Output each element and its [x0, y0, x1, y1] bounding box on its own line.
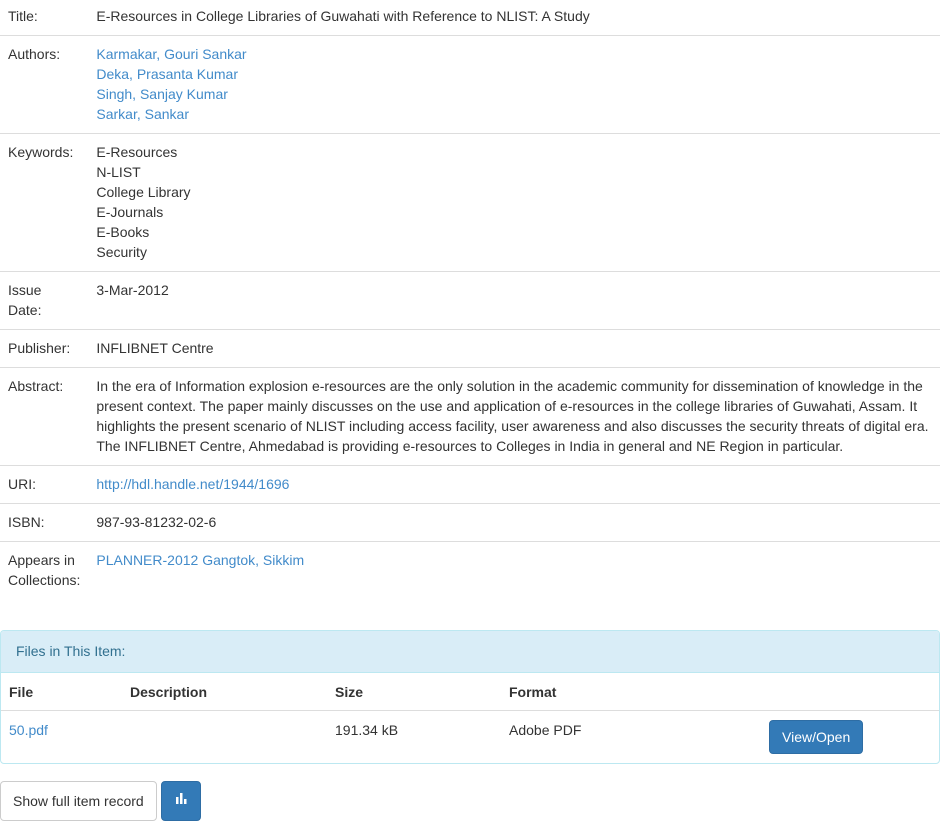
- column-header-format: Format: [501, 673, 761, 711]
- abstract-label: Abstract:: [0, 368, 88, 466]
- collection-link[interactable]: PLANNER-2012 Gangtok, Sikkim: [96, 552, 305, 568]
- column-header-action: [761, 673, 939, 711]
- author-link[interactable]: Deka, Prasanta Kumar: [96, 66, 238, 82]
- authors-label: Authors:: [0, 36, 88, 134]
- keyword: E-Books: [96, 224, 150, 240]
- statistics-button[interactable]: [161, 781, 201, 821]
- keyword: Security: [96, 244, 147, 260]
- collections-label: [0, 542, 88, 600]
- author-link[interactable]: Sarkar, Sankar: [96, 106, 189, 122]
- keyword: E-Journals: [96, 204, 164, 220]
- authors-list: [88, 36, 940, 134]
- title-label: Title:: [8, 8, 38, 24]
- bar-chart-icon: [174, 790, 188, 804]
- keyword: E-Resources: [96, 144, 178, 160]
- size-cell: 191.34 kB: [335, 722, 399, 738]
- abstract-text: In the era of Information explosion e-resources are the only solution in the academic community for dissemination of knowledge in the present context. The paper mainly discusses on the use and application of e-resources in the college libraries of Guwahati, Assam. It highlights the present scenario of NLIST including access facility, user awareness and also discusses the security threats of digital era. The INFLIBNET Centre, Ahmedabad is providing e-resources to Colleges in India in general and NE Region in particular.: [88, 368, 940, 466]
- metadata-row-publisher: [0, 330, 940, 368]
- metadata-row-issue-date: [0, 272, 940, 330]
- isbn-value: 987-93-81232-02-6: [88, 504, 940, 542]
- description-cell: [122, 711, 327, 764]
- files-table-header: [1, 673, 939, 711]
- files-panel-heading: Files in This Item:: [1, 631, 939, 673]
- keywords-list: [88, 134, 940, 272]
- issue-date-value: 3-Mar-2012: [88, 272, 940, 330]
- uri-cell: [88, 466, 940, 504]
- uri-label: URI:: [0, 466, 88, 504]
- file-link[interactable]: 50.pdf: [9, 722, 48, 738]
- column-header-size: Size: [327, 673, 501, 711]
- uri-link[interactable]: http://hdl.handle.net/1944/1696: [96, 476, 290, 492]
- metadata-row-keywords: [0, 134, 940, 272]
- publisher-value: INFLIBNET Centre: [88, 330, 940, 368]
- format-cell: Adobe PDF: [509, 722, 582, 738]
- title-value: E-Resources in College Libraries of Guwahati with Reference to NLIST: A Study: [96, 8, 590, 24]
- metadata-row-collections: [0, 542, 940, 600]
- files-table: [1, 673, 939, 763]
- publisher-label: Publisher:: [0, 330, 88, 368]
- isbn-label: ISBN:: [0, 504, 88, 542]
- issue-date-label: [0, 272, 88, 330]
- collections-label-line-2: Collections:: [8, 572, 81, 588]
- keyword: N-LIST: [96, 164, 141, 180]
- metadata-row-title: [0, 0, 940, 36]
- view-open-button[interactable]: View/Open: [769, 720, 863, 754]
- keywords-label: Keywords:: [0, 134, 88, 272]
- file-cell: [1, 711, 122, 764]
- metadata-row-authors: [0, 36, 940, 134]
- issue-date-label-line-1: Issue: [8, 282, 42, 298]
- keyword: College Library: [96, 184, 191, 200]
- author-link[interactable]: Karmakar, Gouri Sankar: [96, 46, 247, 62]
- metadata-row-isbn: [0, 504, 940, 542]
- metadata-row-uri: [0, 466, 940, 504]
- action-cell: [761, 711, 939, 764]
- show-full-item-record-button[interactable]: Show full item record: [0, 781, 157, 821]
- collections-cell: [88, 542, 940, 600]
- column-header-file: File: [1, 673, 122, 711]
- author-link[interactable]: Singh, Sanjay Kumar: [96, 86, 228, 102]
- metadata-row-abstract: [0, 368, 940, 466]
- collections-label-line-1: Appears in: [8, 552, 75, 568]
- issue-date-label-line-2: Date:: [8, 302, 42, 318]
- table-row: [1, 711, 939, 764]
- column-header-description: Description: [122, 673, 327, 711]
- files-panel: [0, 630, 940, 764]
